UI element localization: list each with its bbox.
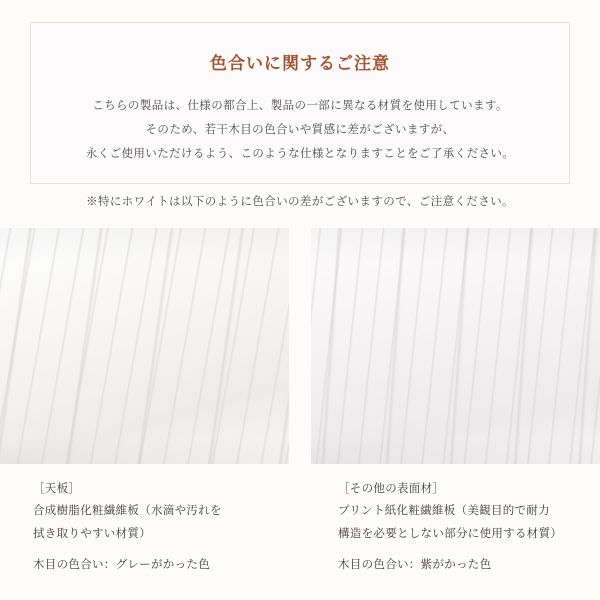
caption-other-surface xyxy=(338,478,600,577)
caption-tabletop-line-2: 拭き取りやすい材質） xyxy=(33,527,151,540)
wood-grain-texture-left xyxy=(0,228,289,464)
caption-other-line-2: 構造を必要としない部分に使用する材質） xyxy=(338,527,563,540)
caption-tabletop xyxy=(33,478,295,577)
caption-other-heading: ［その他の表面材］ xyxy=(338,483,445,495)
caption-other-color: 木目の色合い：紫がかった色 xyxy=(338,559,492,572)
caption-tabletop-heading: ［天板］ xyxy=(33,483,81,495)
wood-grain-texture-right xyxy=(311,228,600,464)
sub-note: ※特にホワイトは以下のように色合いの差がございますので、ご注意ください。 xyxy=(86,196,514,208)
swatch-top-shadow-left xyxy=(0,228,289,262)
swatch-bottom-shadow-left xyxy=(0,438,289,464)
swatch-gallery xyxy=(0,228,600,464)
caption-tabletop-color: 木目の色合い：グレーがかった色 xyxy=(33,559,210,572)
swatch-top-shadow-right xyxy=(311,228,600,262)
notice-line-2: そのため、若干木目の色合いや質感に差がございますが、 xyxy=(145,124,455,137)
notice-line-3: 永くご使用いただけるよう、このような仕様となりますことをご了承ください。 xyxy=(85,148,515,161)
caption-tabletop-spacer xyxy=(33,545,295,554)
caption-other-spacer xyxy=(338,545,600,554)
notice-line-1: こちらの製品は、仕様の都合上、製品の一部に異なる材質を使用しています。 xyxy=(92,100,508,112)
swatch-image-other-surface xyxy=(311,228,600,464)
swatch-bottom-shadow-right xyxy=(311,438,600,464)
notice-body xyxy=(31,94,569,166)
caption-other-line-1: プリント紙化粧繊維板（美観目的で耐力 xyxy=(338,505,550,518)
swatch-image-tabletop xyxy=(0,228,289,464)
caption-tabletop-line-1: 合成樹脂化粧繊維板（水滴や汚れを xyxy=(33,505,222,518)
notice-title: 色合いに関するご注意 xyxy=(210,54,390,73)
notice-panel xyxy=(30,22,570,184)
